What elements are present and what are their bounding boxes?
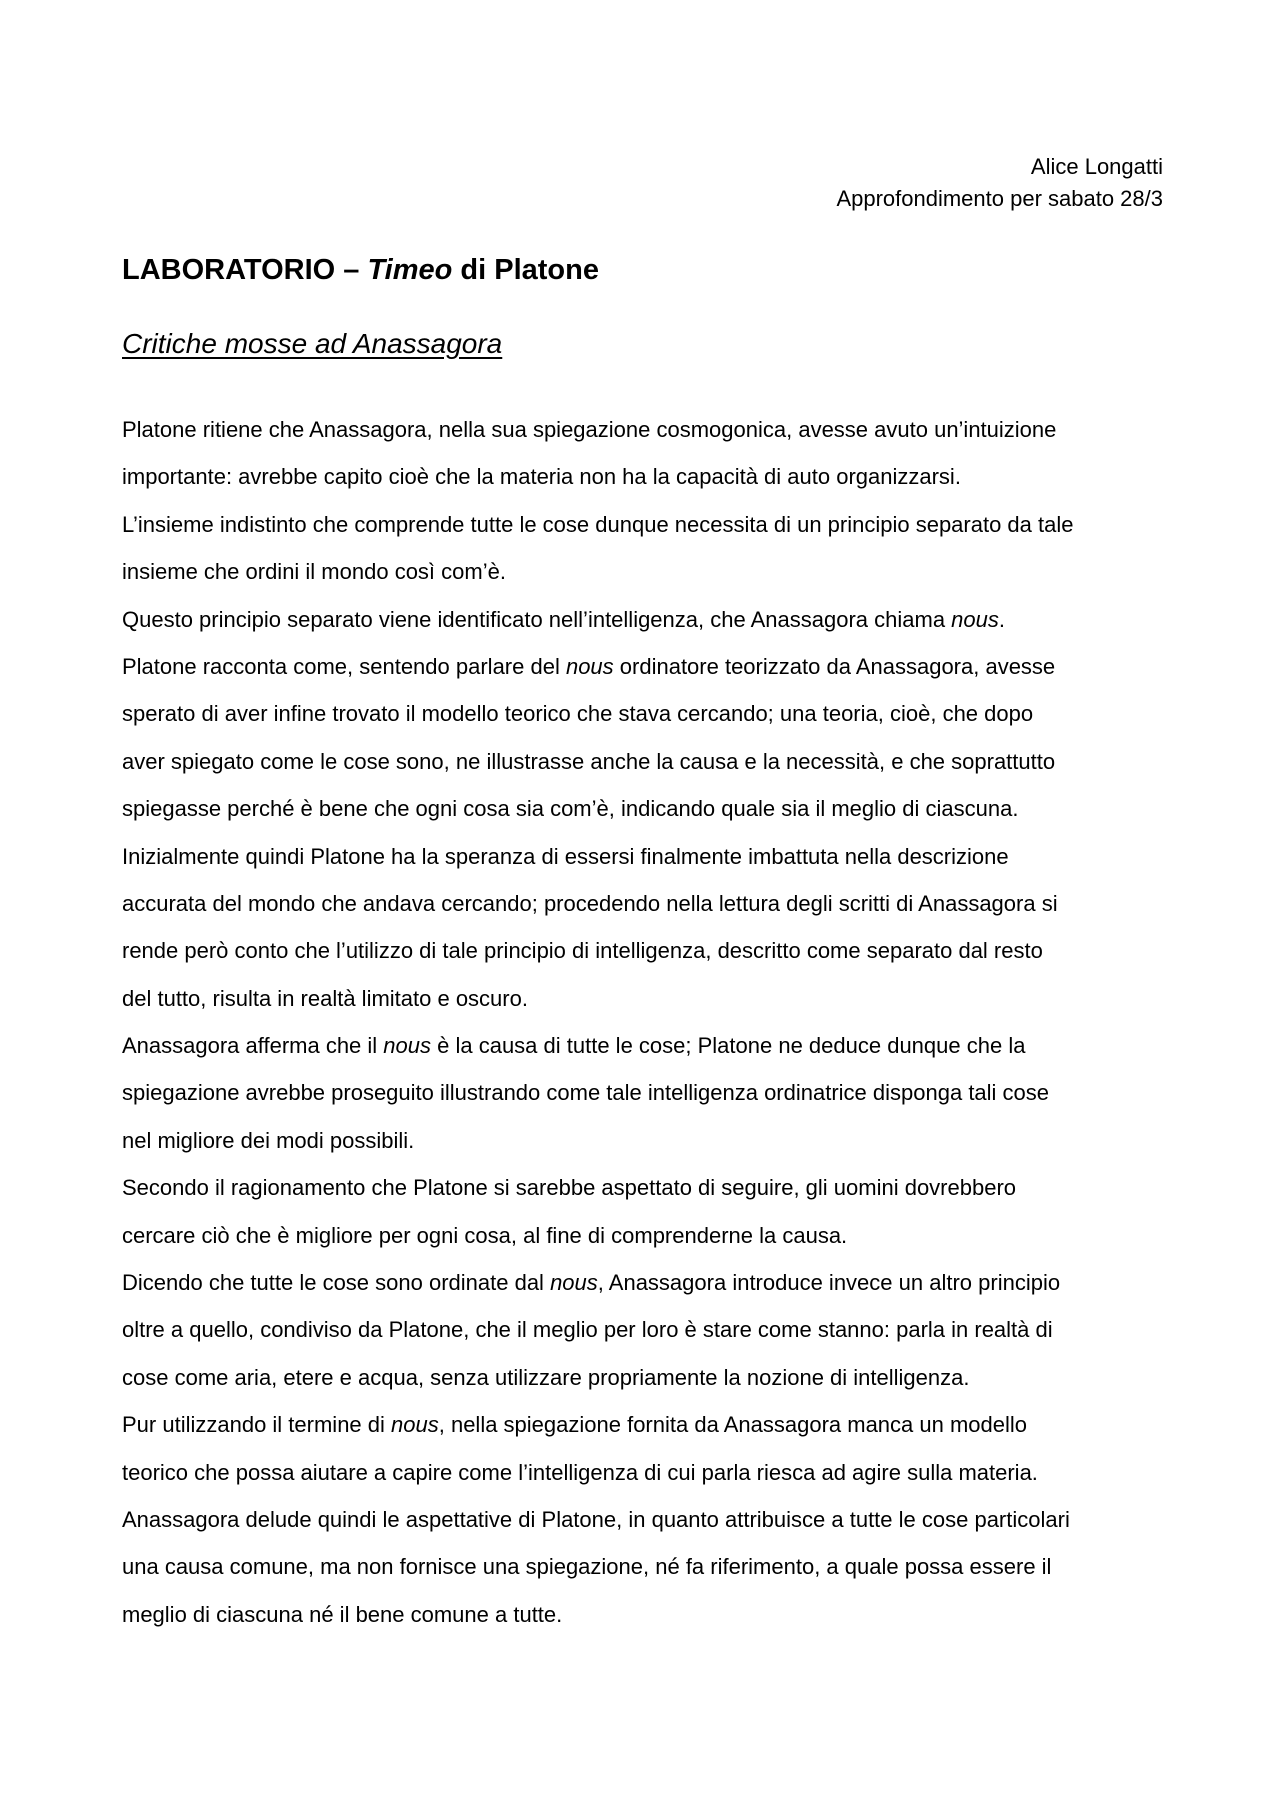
text-line <box>122 1591 1182 1638</box>
italic-term: nous <box>383 1033 432 1059</box>
line-text: cose come aria, etere e acqua, senza utilizzare propriamente la nozione di intelligenza. <box>122 1364 970 1390</box>
line-text-continued: è la causa di tutte le cose; Platone ne deduce dunque che la <box>431 1033 1026 1059</box>
italic-term: nous <box>951 606 999 632</box>
line-text: meglio di ciascuna né il bene comune a tutte. <box>122 1601 563 1627</box>
italic-term: nous <box>565 653 614 679</box>
text-line <box>122 1496 1182 1543</box>
text-line <box>122 1401 1182 1448</box>
line-text-continued: , nella spiegazione fornita da Anassagora manca un modello <box>438 1412 1028 1438</box>
text-line <box>122 833 1182 880</box>
line-text: insieme che ordini il mondo così com’è. <box>122 559 506 585</box>
line-text-continued: ordinatore teorizzato da Anassagora, avesse <box>613 653 1056 679</box>
title-work: Timeo <box>367 254 453 286</box>
line-text: Pur utilizzando il termine di <box>122 1412 392 1438</box>
line-text: spiegazione avrebbe proseguito illustrando come tale intelligenza ordinatrice disponga tali cose <box>122 1080 1050 1106</box>
text-line <box>122 548 1182 595</box>
italic-term: nous <box>550 1270 598 1296</box>
line-text: teorico che possa aiutare a capire come l’intelligenza di cui parla riesca ad agire sulla materia. <box>122 1459 1038 1485</box>
line-text: Dicendo che tutte le cose sono ordinate dal <box>122 1270 551 1296</box>
text-line <box>122 1543 1182 1590</box>
text-line <box>122 1069 1182 1116</box>
line-text: nel migliore dei modi possibili. <box>122 1127 415 1153</box>
text-line <box>122 406 1182 453</box>
title-suffix: di Platone <box>452 254 599 286</box>
line-text: cercare ciò che è migliore per ogni cosa, al fine di comprenderne la causa. <box>122 1222 848 1248</box>
author-name: Alice Longatti <box>1030 154 1163 179</box>
text-line <box>122 643 1182 690</box>
line-text-continued: . <box>998 606 1006 632</box>
line-text: Platone ritiene che Anassagora, nella sua spiegazione cosmogonica, avesse avuto un’intuizione <box>122 417 1057 442</box>
text-line <box>122 1354 1182 1401</box>
assignment-note: Approfondimento per sabato 28/3 <box>836 186 1163 211</box>
text-line <box>122 975 1182 1022</box>
text-line <box>122 596 1182 643</box>
line-text: L’insieme indistinto che comprende tutte le cose dunque necessita di un principio separato da tale <box>122 511 1074 537</box>
line-text: aver spiegato come le cose sono, ne illustrasse anche la causa e la necessità, e che soprattutto <box>122 748 1056 774</box>
line-text: Inizialmente quindi Platone ha la speranza di essersi finalmente imbattuta nella descrizione <box>122 843 1009 869</box>
section-heading: Critiche mosse ad Anassagora <box>122 328 503 359</box>
text-line <box>122 1164 1182 1211</box>
line-text: accurata del mondo che andava cercando; procedendo nella lettura degli scritti di Anassagora si <box>122 890 1058 916</box>
line-text: Anassagora afferma che il <box>122 1033 384 1059</box>
line-text: sperato di aver infine trovato il modello teorico che stava cercando; una teoria, cioè, che dopo <box>122 701 1034 727</box>
line-text: Platone racconta come, sentendo parlare del <box>122 653 566 679</box>
line-text-continued: , Anassagora introduce invece un altro principio <box>597 1270 1061 1296</box>
text-line <box>122 1212 1182 1259</box>
text-line <box>122 880 1182 927</box>
text-line <box>122 453 1182 500</box>
line-text: del tutto, risulta in realtà limitato e oscuro. <box>122 985 528 1011</box>
text-line <box>122 1259 1182 1306</box>
text-line <box>122 690 1182 737</box>
text-line <box>122 927 1182 974</box>
line-text: spiegasse perché è bene che ogni cosa sia com’è, indicando quale sia il meglio di ciascuna. <box>122 796 1019 822</box>
body-text <box>122 406 1182 1638</box>
text-line <box>122 785 1182 832</box>
text-line <box>122 1117 1182 1164</box>
line-text: Anassagora delude quindi le aspettative di Platone, in quanto attribuisce a tutte le cose particolari <box>122 1506 1070 1532</box>
document-header <box>836 151 1163 215</box>
italic-term: nous <box>391 1412 439 1438</box>
line-text: una causa comune, ma non fornisce una spiegazione, né fa riferimento, a quale possa essere il <box>122 1554 1052 1580</box>
line-text: Questo principio separato viene identificato nell’intelligenza, che Anassagora chiama <box>122 606 952 632</box>
text-line <box>122 1022 1182 1069</box>
line-text: oltre a quello, condiviso da Platone, che il meglio per loro è stare come stanno: parla in realtà di <box>122 1317 1053 1343</box>
text-line <box>122 738 1182 785</box>
text-line <box>122 1449 1182 1496</box>
line-text: rende però conto che l’utilizzo di tale principio di intelligenza, descritto come separato dal resto <box>122 938 1043 964</box>
line-text: importante: avrebbe capito cioè che la materia non ha la capacità di auto organizzarsi. <box>122 464 961 490</box>
text-line <box>122 1306 1182 1353</box>
title-prefix: LABORATORIO – <box>122 254 368 286</box>
document-title <box>122 250 599 290</box>
text-line <box>122 501 1182 548</box>
line-text: Secondo il ragionamento che Platone si sarebbe aspettato di seguire, gli uomini dovrebbero <box>122 1175 1017 1201</box>
